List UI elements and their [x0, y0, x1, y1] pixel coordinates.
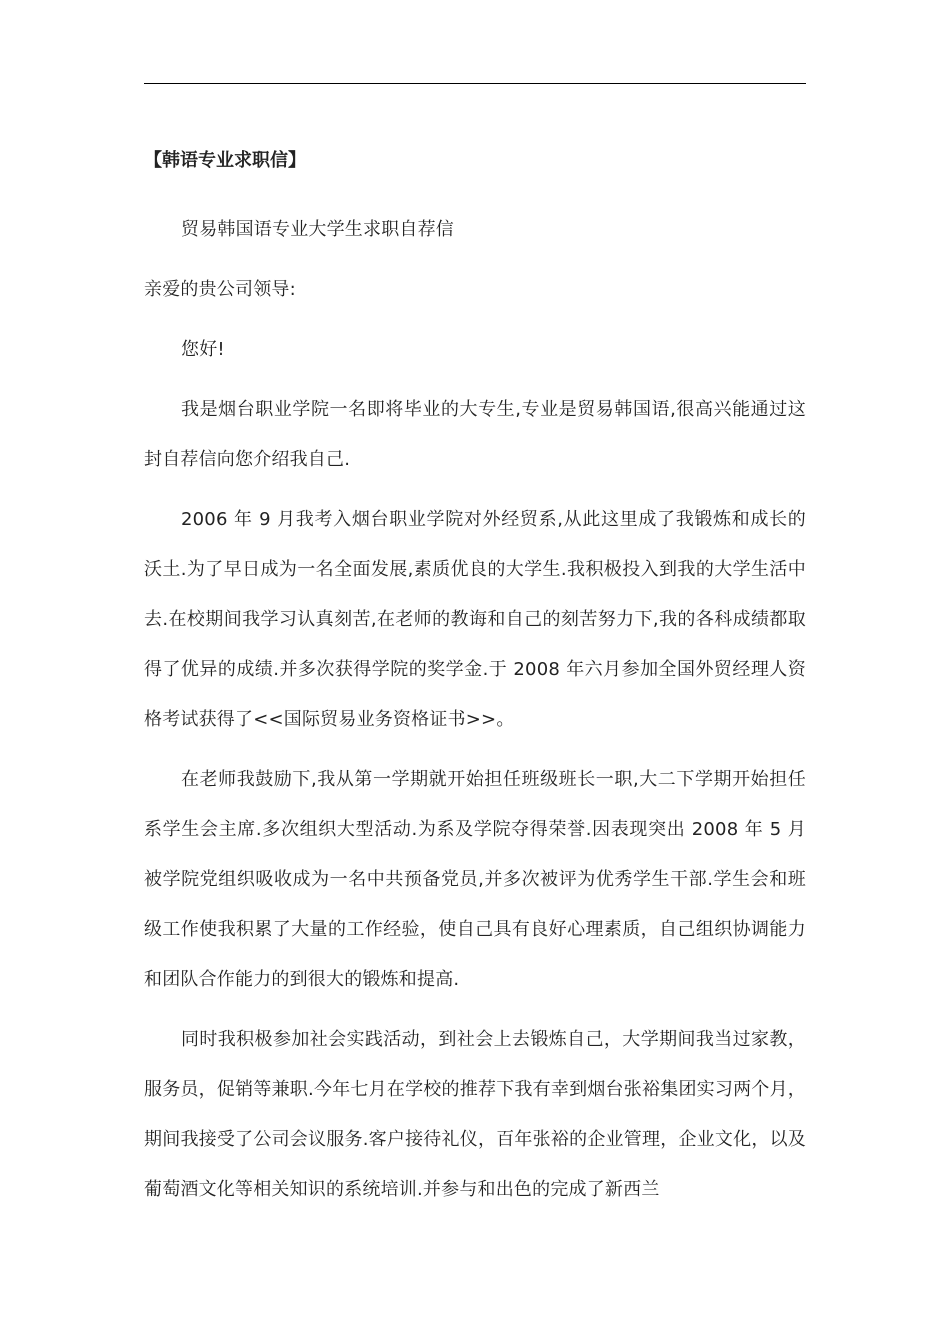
- paragraph-introduction: 我是烟台职业学院一名即将毕业的大专生,专业是贸易韩国语,很高兴能通过这封自荐信向您介绍我自己.: [144, 399, 806, 470]
- letter-subtitle: 贸易韩国语专业大学生求职自荐信: [181, 219, 454, 240]
- paragraph-leadership: 在老师我鼓励下,我从第一学期就开始担任班级班长一职,大二下学期开始担任系学生会主席.多次组织大型活动.为系及学院夺得荣誉.因表现突出 2008 年 5 月被学院党组织吸收成为一名中共预备党员,并多次被评为优秀学生干部.学生会和班级工作使我积累了大量的工作经验，使自己具有良好心理素质，自己组织协调能力和团队合作能力的到很大的锻炼和提高.: [144, 769, 806, 990]
- document-body: [144, 143, 806, 1225]
- paragraph-education: 2006 年 9 月我考入烟台职业学院对外经贸系,从此这里成了我锻炼和成长的沃土.为了早日成为一名全面发展,素质优良的大学生.我积极投入到我的大学生活中去.在校期间我学习认真刻苦,在老师的教诲和自己的刻苦努力下,我的各科成绩都取得了优异的成绩.并多次获得学院的奖学金.于 2008 年六月参加全国外贸经理人资格考试获得了<<国际贸易业务资格证书>>。: [144, 509, 806, 730]
- salutation: 亲爱的贵公司领导:: [144, 279, 296, 300]
- header-rule: [144, 83, 806, 84]
- greeting: 您好!: [181, 339, 225, 360]
- document-heading: 【韩语专业求职信】: [144, 150, 306, 171]
- paragraph-practice: 同时我积极参加社会实践活动，到社会上去锻炼自己，大学期间我当过家教，服务员，促销等兼职.今年七月在学校的推荐下我有幸到烟台张裕集团实习两个月，期间我接受了公司会议服务.客户接待礼仪，百年张裕的企业管理，企业文化，以及葡萄酒文化等相关知识的系统培训.并参与和出色的完成了新西兰: [144, 1029, 806, 1200]
